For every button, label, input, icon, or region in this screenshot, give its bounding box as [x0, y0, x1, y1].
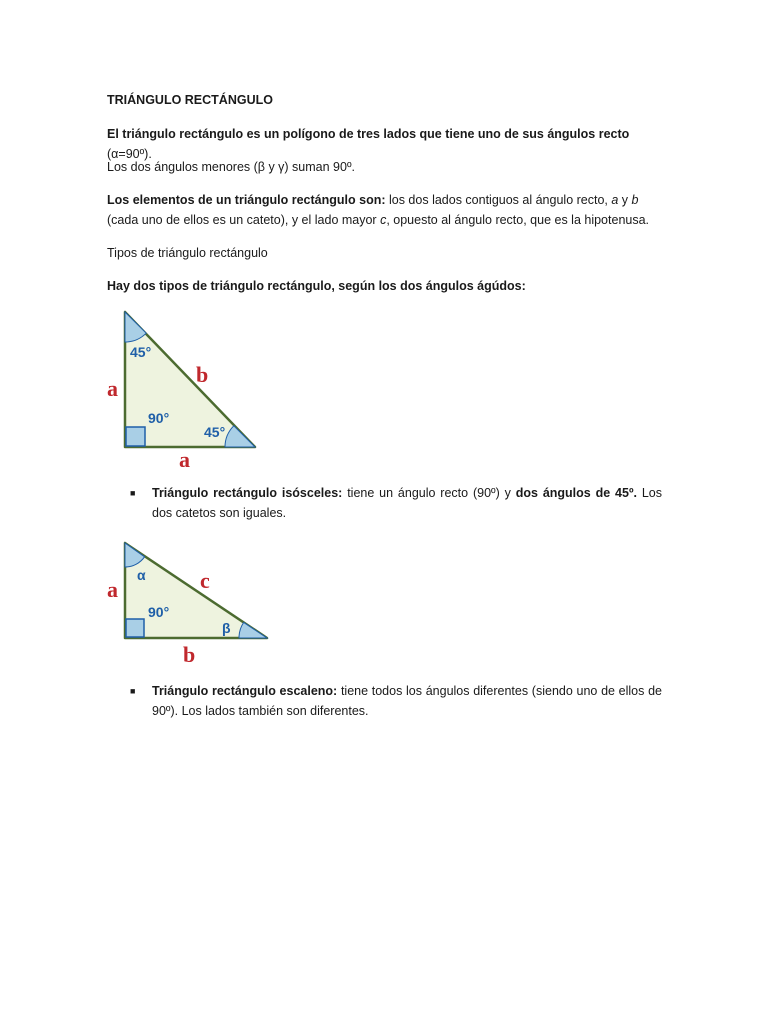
- elements-y: y: [618, 193, 632, 207]
- isosceles-text-3: Los dos catetos son iguales.: [152, 486, 662, 520]
- paragraph-types: [107, 276, 663, 296]
- side-label-bottom: a: [179, 447, 190, 470]
- isosceles-text-1: tiene un ángulo recto (90º) y: [347, 486, 516, 500]
- elements-intro: Los elementos de un triángulo rectángulo son:: [107, 193, 389, 207]
- angle-label-bottom: β: [222, 620, 231, 636]
- side-label-left: a: [107, 577, 118, 602]
- isosceles-triangle-figure: [100, 305, 270, 470]
- right-angle-square: [126, 427, 145, 446]
- definition-text: El triángulo rectángulo es un polígono de tres lados que tiene uno de sus ángulos recto: [107, 127, 630, 141]
- side-label-bottom: b: [183, 642, 196, 667]
- types-text-2: según los dos ángulos ágúdos:: [338, 279, 526, 293]
- angle-arc-bottom: [239, 622, 267, 638]
- definition-angle: (α=90º).: [107, 147, 152, 161]
- angle-label-right: 90°: [148, 410, 170, 426]
- angle-label-right: 90°: [148, 604, 170, 620]
- right-angle-square: [126, 619, 144, 637]
- side-label-hypotenuse: c: [200, 568, 210, 593]
- isosceles-term: Triángulo rectángulo isósceles:: [152, 486, 348, 500]
- side-label-hypotenuse: b: [196, 362, 209, 387]
- elements-text-1: los dos lados contiguos al ángulo recto,: [388, 193, 612, 207]
- paragraph-elements: [107, 190, 663, 230]
- bullet-scalene: [152, 681, 662, 721]
- types-text-1: Hay dos tipos de triángulo rectángulo,: [107, 279, 339, 293]
- section-heading-types: Tipos de triángulo rectángulo: [107, 246, 268, 260]
- angle-label-top: α: [137, 567, 146, 583]
- angle-label-bottom: 45°: [204, 424, 226, 440]
- bullet-marker: ■: [130, 488, 136, 498]
- var-b: b: [631, 193, 639, 207]
- paragraph-angles-sum: Los dos ángulos menores (β y γ) suman 90º.: [107, 160, 355, 174]
- angle-label-top: 45°: [130, 344, 152, 360]
- page-title: TRIÁNGULO RECTÁNGULO: [107, 93, 273, 107]
- scalene-triangle-figure: [100, 535, 280, 670]
- var-c: c: [380, 213, 387, 227]
- scalene-text: tiene todos los ángulos diferentes (siendo uno de ellos de 90º). Los lados también son diferentes.: [152, 684, 662, 718]
- elements-text-2: (cada uno de ellos es un cateto), y el lado mayor: [107, 213, 381, 227]
- var-a: a: [611, 193, 619, 207]
- elements-text-3: , opuesto al ángulo recto, que es la hipotenusa.: [386, 213, 650, 227]
- bullet-isosceles: [152, 483, 662, 523]
- scalene-term: Triángulo rectángulo escaleno:: [152, 684, 341, 698]
- side-label-left: a: [107, 376, 118, 401]
- bullet-marker: ■: [130, 686, 136, 696]
- isosceles-text-2: dos ángulos de 45º.: [515, 486, 642, 500]
